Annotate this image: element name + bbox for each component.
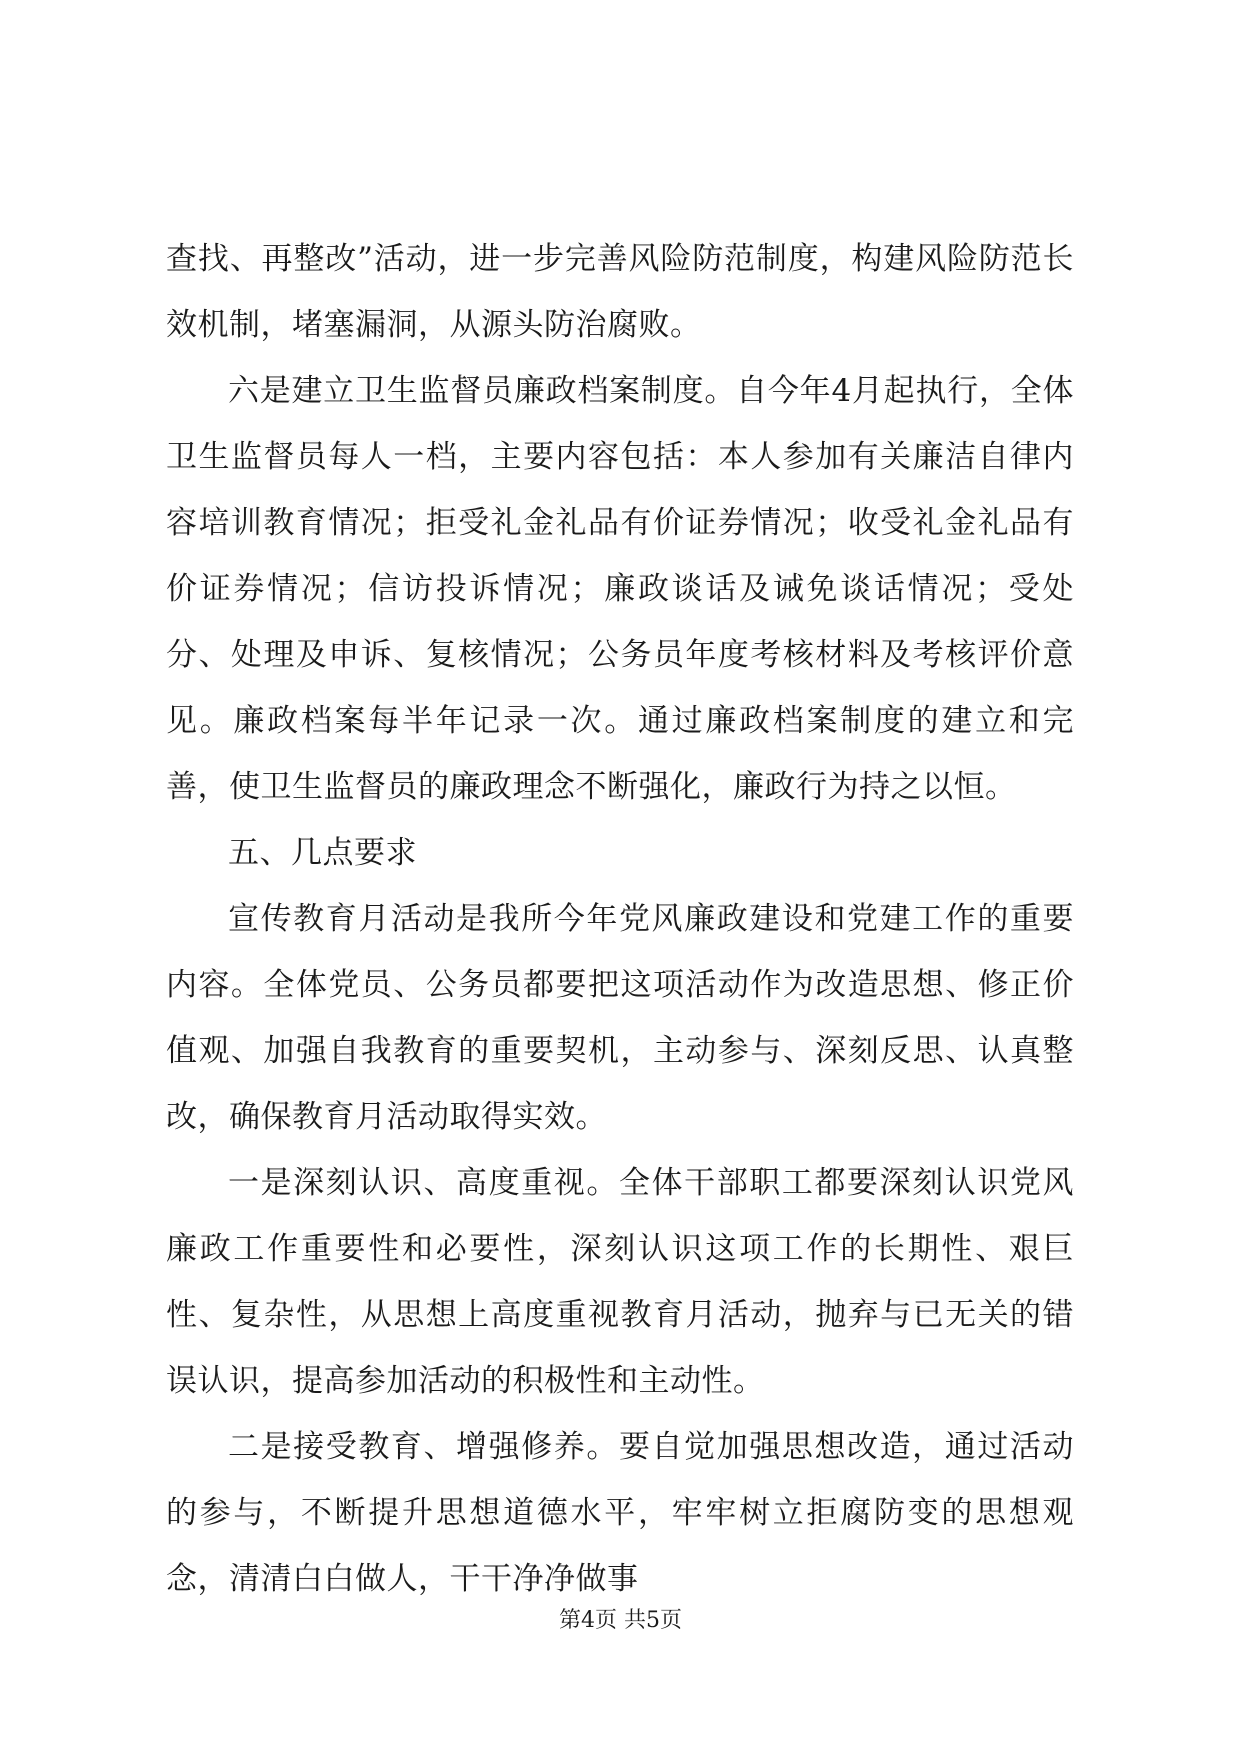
paragraph-point-one: 一是深刻认识、高度重视。全体干部职工都要深刻认识党风廉政工作重要性和必要性，深刻认识这项工作的长期性、艰巨性、复杂性，从思想上高度重视教育月活动，抛弃与已无关的错误认识，提高参加活动的积极性和主动性。	[166, 1165, 1074, 1399]
paragraph-point-two: 二是接受教育、增强修养。要自觉加强思想改造，通过活动的参与，不断提升思想道德水平，牢牢树立拒腐防变的思想观念，清清白白做人，干干净净做事	[166, 1429, 1074, 1597]
document-body	[166, 226, 1074, 1612]
page-footer	[0, 1606, 1241, 1636]
paragraph-continuation: 查找、再整改”活动，进一步完善风险防范制度，构建风险防范长效机制，堵塞漏洞，从源头防治腐败。	[166, 241, 1074, 343]
paragraph-archive-system: 六是建立卫生监督员廉政档案制度。自今年4月起执行，全体卫生监督员每人一档，主要内容包括：本人参加有关廉洁自律内容培训教育情况；拒受礼金礼品有价证券情况；收受礼金礼品有价证券情况；信访投诉情况；廉政谈话及诫免谈话情况；受处分、处理及申诉、复核情况；公务员年度考核材料及考核评价意见。廉政档案每半年记录一次。通过廉政档案制度的建立和完善，使卫生监督员的廉政理念不断强化，廉政行为持之以恒。	[166, 373, 1074, 805]
section-heading-requirements: 五、几点要求	[228, 835, 417, 871]
page-number: 第4页 共5页	[559, 1608, 682, 1633]
paragraph-education-month: 宣传教育月活动是我所今年党风廉政建设和党建工作的重要内容。全体党员、公务员都要把这项活动作为改造思想、修正价值观、加强自我教育的重要契机，主动参与、深刻反思、认真整改，确保教育月活动取得实效。	[166, 901, 1074, 1135]
